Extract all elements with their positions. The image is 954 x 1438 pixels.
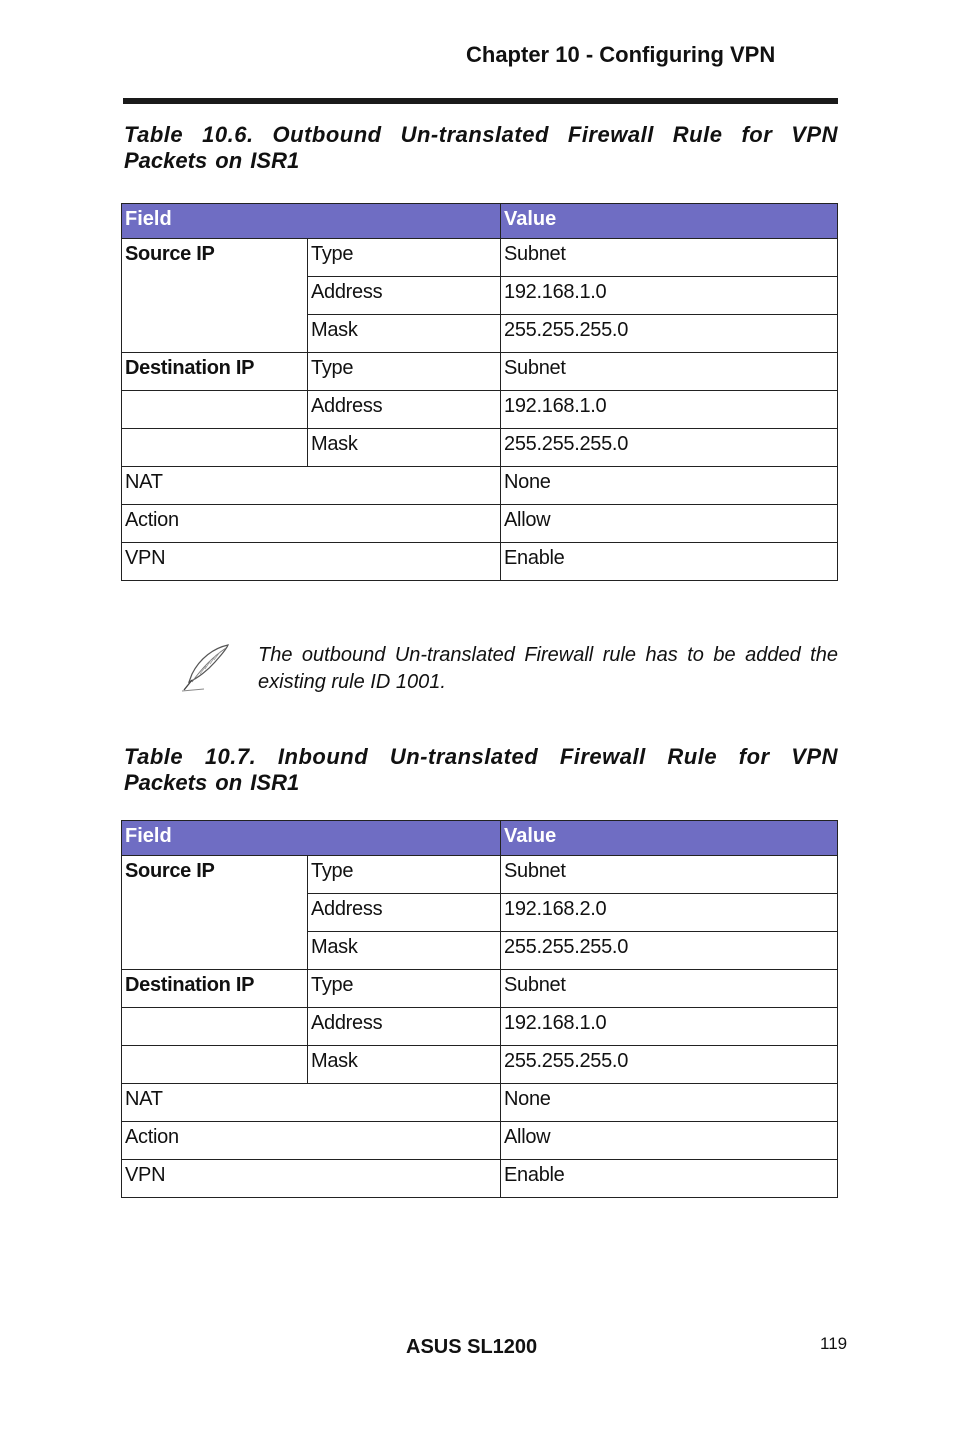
group-label: Source IP [122,239,308,353]
field-value: None [501,467,838,505]
sub-field: Mask [308,1046,501,1084]
table-caption-line: Table 10.6. Outbound Un-translated Firewall Rule for VPN [124,122,838,147]
table-row [122,856,838,894]
field-value: 255.255.255.0 [501,315,838,353]
table-row [122,543,838,581]
table-row [122,1008,838,1046]
chapter-heading: Chapter 10 - Configuring VPN [466,42,776,67]
field-label: NAT [122,467,501,505]
table-row [122,1160,838,1198]
table-row [122,970,838,1008]
header-value: Value [501,204,838,239]
table-row [122,1084,838,1122]
field-value: Enable [501,1160,838,1198]
table-caption [124,744,838,796]
sub-field: Address [308,1008,501,1046]
sub-field: Mask [308,429,501,467]
table-row [122,1046,838,1084]
table-row [122,391,838,429]
group-label: Source IP [122,856,308,970]
field-label: Action [122,505,501,543]
table-header-row [122,821,838,856]
table-caption-line: Table 10.7. Inbound Un-translated Firewall Rule for VPN [124,744,838,769]
field-value: 192.168.1.0 [501,391,838,429]
sub-field: Type [308,239,501,277]
field-value: None [501,1084,838,1122]
sub-field: Address [308,277,501,315]
table-row [122,467,838,505]
field-value: 192.168.1.0 [501,1008,838,1046]
sub-field: Type [308,970,501,1008]
table-caption [124,122,838,174]
field-value: Allow [501,505,838,543]
empty-cell [122,1046,308,1084]
empty-cell [122,429,308,467]
field-value: Subnet [501,856,838,894]
table-caption-line: Packets on ISR1 [124,770,300,795]
field-value: Subnet [501,970,838,1008]
footer-product: ASUS SL1200 [406,1336,538,1358]
field-label: NAT [122,1084,501,1122]
table-header-row [122,204,838,239]
field-value: 255.255.255.0 [501,1046,838,1084]
field-label: VPN [122,1160,501,1198]
field-value: 192.168.2.0 [501,894,838,932]
table-row [122,239,838,277]
field-value: 255.255.255.0 [501,429,838,467]
header-rule [123,98,838,104]
page-number: 119 [820,1334,848,1353]
firewall-rule-table [121,820,838,1198]
group-label: Destination IP [122,970,308,1008]
field-value: Subnet [501,239,838,277]
sub-field: Type [308,856,501,894]
field-label: Action [122,1122,501,1160]
table-row [122,429,838,467]
field-value: 255.255.255.0 [501,932,838,970]
sub-field: Mask [308,315,501,353]
group-label: Destination IP [122,353,308,391]
header-value: Value [501,821,838,856]
header-field: Field [122,204,501,239]
sub-field: Mask [308,932,501,970]
sub-field: Address [308,391,501,429]
field-label: VPN [122,543,501,581]
field-value: Enable [501,543,838,581]
table-row [122,353,838,391]
table-row [122,1122,838,1160]
feather-pen-icon [180,642,232,694]
sub-field: Address [308,894,501,932]
header-field: Field [122,821,501,856]
note-text: The outbound Un-translated Firewall rule has to be added the existing rule ID 1001. [258,644,838,693]
field-value: Subnet [501,353,838,391]
firewall-rule-table [121,203,838,581]
empty-cell [122,1008,308,1046]
table-row [122,505,838,543]
table-caption-line: Packets on ISR1 [124,148,300,173]
field-value: 192.168.1.0 [501,277,838,315]
empty-cell [122,391,308,429]
sub-field: Type [308,353,501,391]
field-value: Allow [501,1122,838,1160]
